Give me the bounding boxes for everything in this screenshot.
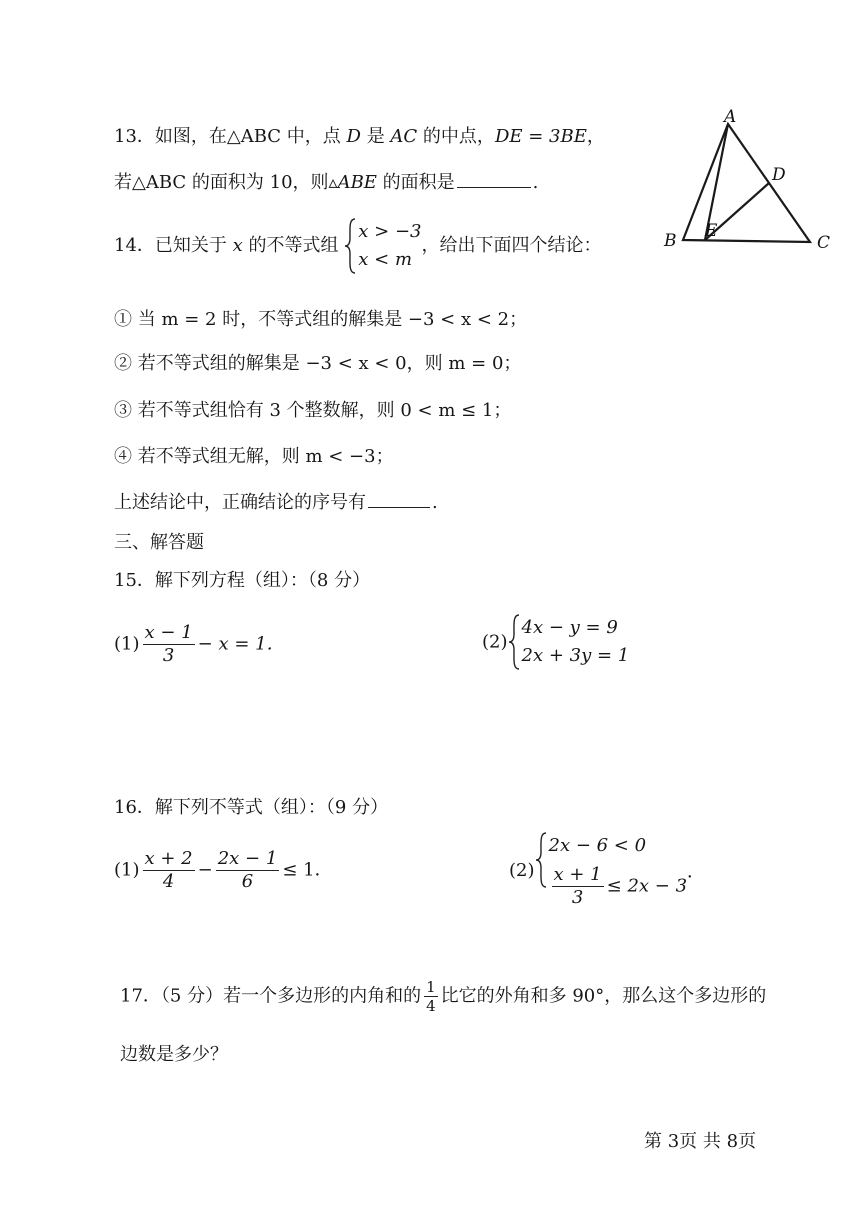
q16-part2 <box>509 832 705 909</box>
q15-p1-fraction <box>143 622 195 667</box>
q15-title: 15．解下列方程（组）：（8 分） <box>114 570 371 591</box>
q14-answer-line <box>114 488 438 514</box>
q16-text: ． <box>687 861 706 883</box>
q14-text: 上述结论中，正确结论的序号有 <box>114 492 366 513</box>
q16-p1-label: (1) <box>114 859 140 881</box>
q13-condition: DE = 3BE <box>494 126 587 147</box>
q15-part2 <box>482 614 629 670</box>
label-a: A <box>724 107 737 127</box>
left-brace-icon <box>535 832 547 888</box>
label-e: E <box>705 221 718 241</box>
q13-text: 的面积是 <box>376 172 455 193</box>
q16-p1-fraction-2 <box>216 848 280 893</box>
q13-text: 若△ABC 的面积为 10，则 <box>114 172 329 193</box>
q14-var-x: x <box>232 235 243 256</box>
q17-line1 <box>120 978 766 1015</box>
q16-part1 <box>114 848 333 893</box>
q16-p2-rest: ≤ 2x − 3 <box>606 875 688 897</box>
q14-text: 的不等式组 <box>242 235 339 256</box>
q16-title: 16．解下列不等式（组）：（9 分） <box>114 797 389 818</box>
q16-ineq1: 2x − 6 < 0 <box>548 835 647 856</box>
q14-ineq2: x < m <box>358 249 413 270</box>
left-brace-icon <box>508 614 520 670</box>
fraction-numerator: 2x − 1 <box>217 848 278 869</box>
fraction-denominator: 6 <box>241 871 254 892</box>
q16-p2-fraction <box>552 864 604 909</box>
q13-text: 是 <box>360 126 391 147</box>
q14-conclusion-1: ① 当 m = 2 时，不等式组的解集是 −3 < x < 2； <box>114 309 528 330</box>
q13-triangle-abe: ▵ABE <box>328 172 377 193</box>
q13-line1 <box>114 122 605 148</box>
label-d: D <box>772 165 786 185</box>
q15-p2-label: (2) <box>482 631 508 653</box>
q14-conclusion-2: ② 若不等式组的解集是 −3 < x < 0，则 m = 0； <box>114 353 522 374</box>
q14-inequality-system <box>344 218 421 274</box>
q14-intro <box>114 218 601 274</box>
q13-text: ， <box>586 126 605 147</box>
page-footer: 第 3页 共 8页 <box>644 1131 757 1152</box>
section-title: 三、解答题 <box>114 532 204 553</box>
fraction-denominator: 4 <box>426 997 436 1015</box>
q14-ineq1: x > −3 <box>358 221 422 242</box>
q15-p1-label: (1) <box>114 633 140 655</box>
q13-var-d: D <box>346 126 361 147</box>
triangle-abc <box>683 124 810 242</box>
fraction-numerator: x + 1 <box>553 864 602 885</box>
q14-conclusion-4: ④ 若不等式组无解，则 m < −3； <box>114 446 394 467</box>
q13-answer-blank[interactable] <box>457 171 531 188</box>
q16-ineq2 <box>549 864 688 909</box>
fraction-denominator: 3 <box>571 887 584 908</box>
q17-text: 比它的外角和多 90°，那么这个多边形的 <box>440 985 767 1007</box>
left-brace-icon <box>344 218 356 274</box>
minus-sign: − <box>197 859 213 881</box>
q16-p1-fraction-1 <box>143 848 195 893</box>
fraction-numerator: x + 2 <box>144 848 193 869</box>
fraction-denominator: 4 <box>162 871 175 892</box>
q13-line2 <box>114 168 538 194</box>
q15-eq2: 2x + 3y = 1 <box>521 645 630 666</box>
q15-part1 <box>114 622 285 667</box>
q14-text: . <box>432 492 438 513</box>
q14-text: 14．已知关于 <box>114 235 233 256</box>
q16-inequality-system <box>535 832 688 909</box>
q17-fraction <box>424 978 438 1015</box>
q14-text: ，给出下面四个结论： <box>421 235 602 256</box>
q17-text: 17．（5 分）若一个多边形的内角和的 <box>120 985 422 1007</box>
q17-line2: 边数是多少？ <box>120 1044 228 1065</box>
q14-answer-blank[interactable] <box>368 491 430 508</box>
fraction-denominator: 3 <box>162 645 175 666</box>
q15-equation-system <box>508 614 630 670</box>
triangle-figure <box>655 100 835 260</box>
q13-text: . <box>532 172 539 193</box>
q16-p1-rest: ≤ 1． <box>282 859 333 881</box>
q13-text: 13．如图，在△ABC 中，点 <box>114 126 347 147</box>
q15-eq1: 4x − y = 9 <box>521 617 618 638</box>
q15-p1-rest: − x = 1． <box>197 633 285 655</box>
q16-p2-label: (2) <box>509 860 535 881</box>
fraction-numerator: x − 1 <box>144 622 193 643</box>
fraction-numerator: 1 <box>426 978 436 996</box>
q13-var-ac: AC <box>390 126 418 147</box>
label-b: B <box>664 231 677 251</box>
q14-conclusion-3: ③ 若不等式组恰有 3 个整数解，则 0 < m ≤ 1； <box>114 400 512 421</box>
q13-text: 的中点， <box>417 126 495 147</box>
label-c: C <box>817 233 831 253</box>
